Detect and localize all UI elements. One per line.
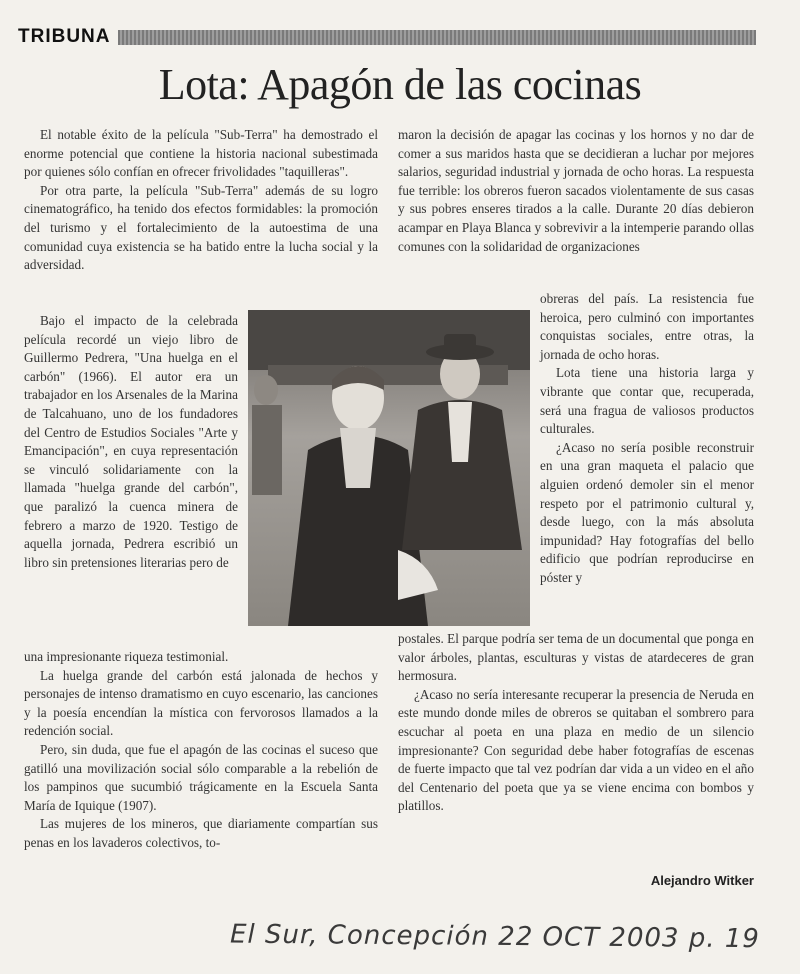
paragraph: El notable éxito de la película "Sub-Terra" ha demostrado el enorme potencial que contiene la historia nacional subestimada por quienes sólo confían en ofrecer frivolidades "taquilleras". [24,127,378,180]
paragraph: maron la decisión de apagar las cocinas y los hornos y no dar de comer a sus maridos hasta que se decidieran a luchar por mejores salarios, seguridad industrial y jornada de ocho horas. La respuesta fue terrible: los obreros fueron sacados violentamente de sus casas y sus pobres enseres tirados a la calle. Durante 20 días debieron acampar en Playa Blanca y sobrevivir a la intemperie parando ollas comunes con la solidaridad de organizaciones [398,127,754,254]
article-photo [248,310,530,626]
paragraph: La huelga grande del carbón está jalonada de hechos y personajes de intenso dramatismo en cuyo escenario, las canciones y la poesía encendían la mística con fervorosos llamados a la redención social. [24,667,378,739]
paragraph: Lota tiene una historia larga y vibrante que contar que, recuperada, será una fragua de valiosos productos culturales. [540,365,754,437]
section-rule [118,30,756,45]
left-column-top [24,126,378,275]
author-byline: Alejandro Witker [650,873,754,888]
paragraph: una impresionante riqueza testimonial. [24,649,229,664]
photo-two-men-image [248,310,530,626]
paragraph: postales. El parque podría ser tema de un documental que ponga en valor árboles, plantas, esculturas y vistas de atardeceres de gran hermosura. [398,631,754,684]
section-label: TRIBUNA [18,26,111,47]
paragraph: ¿Acaso no sería posible reconstruir en una gran maqueta el palacio que alguien ordenó demoler sin el menor respeto por el patrimonio cultural y, desde luego, con la más absoluta impunidad? Hay fotografías del bello edificio que podrían reproducirse en póster y [540,439,754,585]
paragraph: ¿Acaso no sería interesante recuperar la presencia de Neruda en este mundo donde miles de obreros se quitaban el sombrero para escuchar al poeta en una plaza en medio de un silencio impresionante? Con seguridad debe haber fotografías de escenas de fuerte impacto que tal vez podrían dar vida a un video en el año del Centenario del poeta que ya se viene encima con bombos y platillos. [398,686,754,814]
right-column-narrow [540,290,754,588]
paragraph: Las mujeres de los mineros, que diariamente compartían sus penas en los lavaderos colectivos, to- [24,816,378,850]
paragraph: Bajo el impacto de la celebrada película recordé un viejo libro de Guillermo Pedrera, "Una huelga en el carbón" (1966). El autor era un trabajador en los Arsenales de la Marina de Talcahuano, uno de los fundadores del Centro de Estudios Sociales "Arte y Emancipación", en cuya representación se vinculó solidariamente con la llamada "huelga grande del carbón", que paralizó la cuenca minera de febrero a marzo de 1920. Testigo de aquella jornada, Pedrera escribió un libro sin pretensiones literarias pero de [24,313,238,570]
paragraph: Por otra parte, la película "Sub-Terra" además de su logro cinematográfico, ha tenido dos efectos formidables: la promoción del turismo y el fortalecimiento de la autoestima de una comunidad cuya existencia se ha batido entre la lucha social y la adversidad. [24,182,378,273]
right-column-bottom [398,630,754,816]
left-column-narrow [24,312,238,572]
article-headline: Lota: Apagón de las cocinas [158,60,642,109]
paragraph: obreras del país. La resistencia fue heroica, pero culminó con importantes conquistas sociales, entre otras, la jornada de ocho horas. [540,291,754,362]
section-header [18,27,756,47]
paragraph: Pero, sin duda, que fue el apagón de las cocinas el suceso que gatilló una movilización social sólo comparable a la rebelión de los pampinos que sucumbió trágicamente en la Escuela Santa María de Iquique (1907). [24,741,378,813]
left-column-bottom [24,648,378,853]
handwritten-source-note: El Sur, Concepción 22 OCT 2003 p. 19 [229,919,761,955]
right-column-top [398,126,754,256]
